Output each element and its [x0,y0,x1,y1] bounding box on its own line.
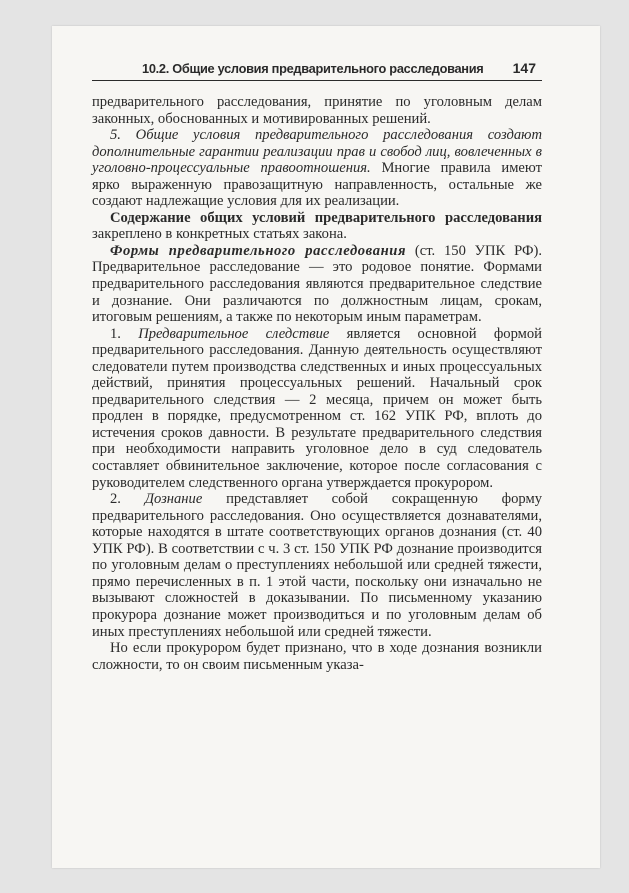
running-title: 10.2. Общие условия предварительного расследования [142,61,484,76]
inquiry-term: Дознание [144,491,203,508]
paragraph-inquiry [92,491,542,640]
forms-heading: Формы предварительного расследования [110,242,407,259]
content-conditions-text: закреплено в конкретных статьях закона. [92,226,347,243]
page-body [92,94,542,673]
preliminary-investigation-term: Предварительное следствие [138,325,330,342]
point-5-text: Многие правила имеют ярко выраженную правозащитную направленность, остальные же создают надлежащие условия для их реализации. [92,160,542,210]
item-2-number: 2. [110,491,145,508]
paragraph-preliminary-investigation [92,326,542,491]
paragraph-forms [92,243,542,326]
page-number: 147 [512,60,536,76]
page-header [92,58,542,81]
forms-text: (ст. 150 УПК РФ). Предварительное расследование — это родовое понятие. Формами предварительного расследования являются предварительное следствие и дознание. Они различаются по должностным лицам, срокам, итоговым решениям, а также по некоторым иным параметрам. [92,242,542,326]
item-1-number: 1. [110,325,139,342]
paragraph-prosecutor: Но если прокурором будет признано, что в ходе дознания возникли сложности, то он своим письменным указа- [92,640,542,673]
paragraph-continuation: предварительного расследования, принятие по уголовным делам законных, обоснованных и мотивированных решений. [92,94,542,127]
inquiry-text: представляет собой сокращенную форму предварительного расследования. Оно осуществляется дознавателями, которые находятся в штате соответствующих органов дознания (ст. 40 УПК РФ). В соответствии с ч. 3 ст. 150 УПК РФ дознание производится по уголовным делам о преступлениях небольшой или средней тяжести, прямо перечисленных в п. 1 этой части, поскольку они изначально не вызывают сложностей в доказывании. По письменному указанию прокурора дознание может производиться и по уголовным делам об иных преступлениях небольшой или средней тяжести. [92,491,543,640]
content-conditions-heading: Содержание общих условий предварительного расследования [110,209,542,226]
point-5-italic-text: 5. Общие условия предварительного расследования создают дополнительные гарантии реализации прав и свобод лиц, вовлеченных в уголовно-процессуальные правоотношения. [92,127,542,177]
preliminary-investigation-text: является основной формой предварительного расследования. Данную деятельность осуществляют следователи путем производства следственных и иных процессуальных действий, принятия процессуальных решений. Начальный срок предварительного следствия — 2 месяца, причем он может быть продлен в порядке, предусмотренном ст. 162 УПК РФ, вплоть до истечения сроков давности. В результате предварительного следствия при необходимости направить уголовное дело в суд следователь составляет обвинительное заключение, которое после согласования с руководителем следственного органа утверждается прокурором. [92,325,542,491]
paragraph-point-5 [92,127,542,210]
paragraph-content-conditions [92,210,542,243]
